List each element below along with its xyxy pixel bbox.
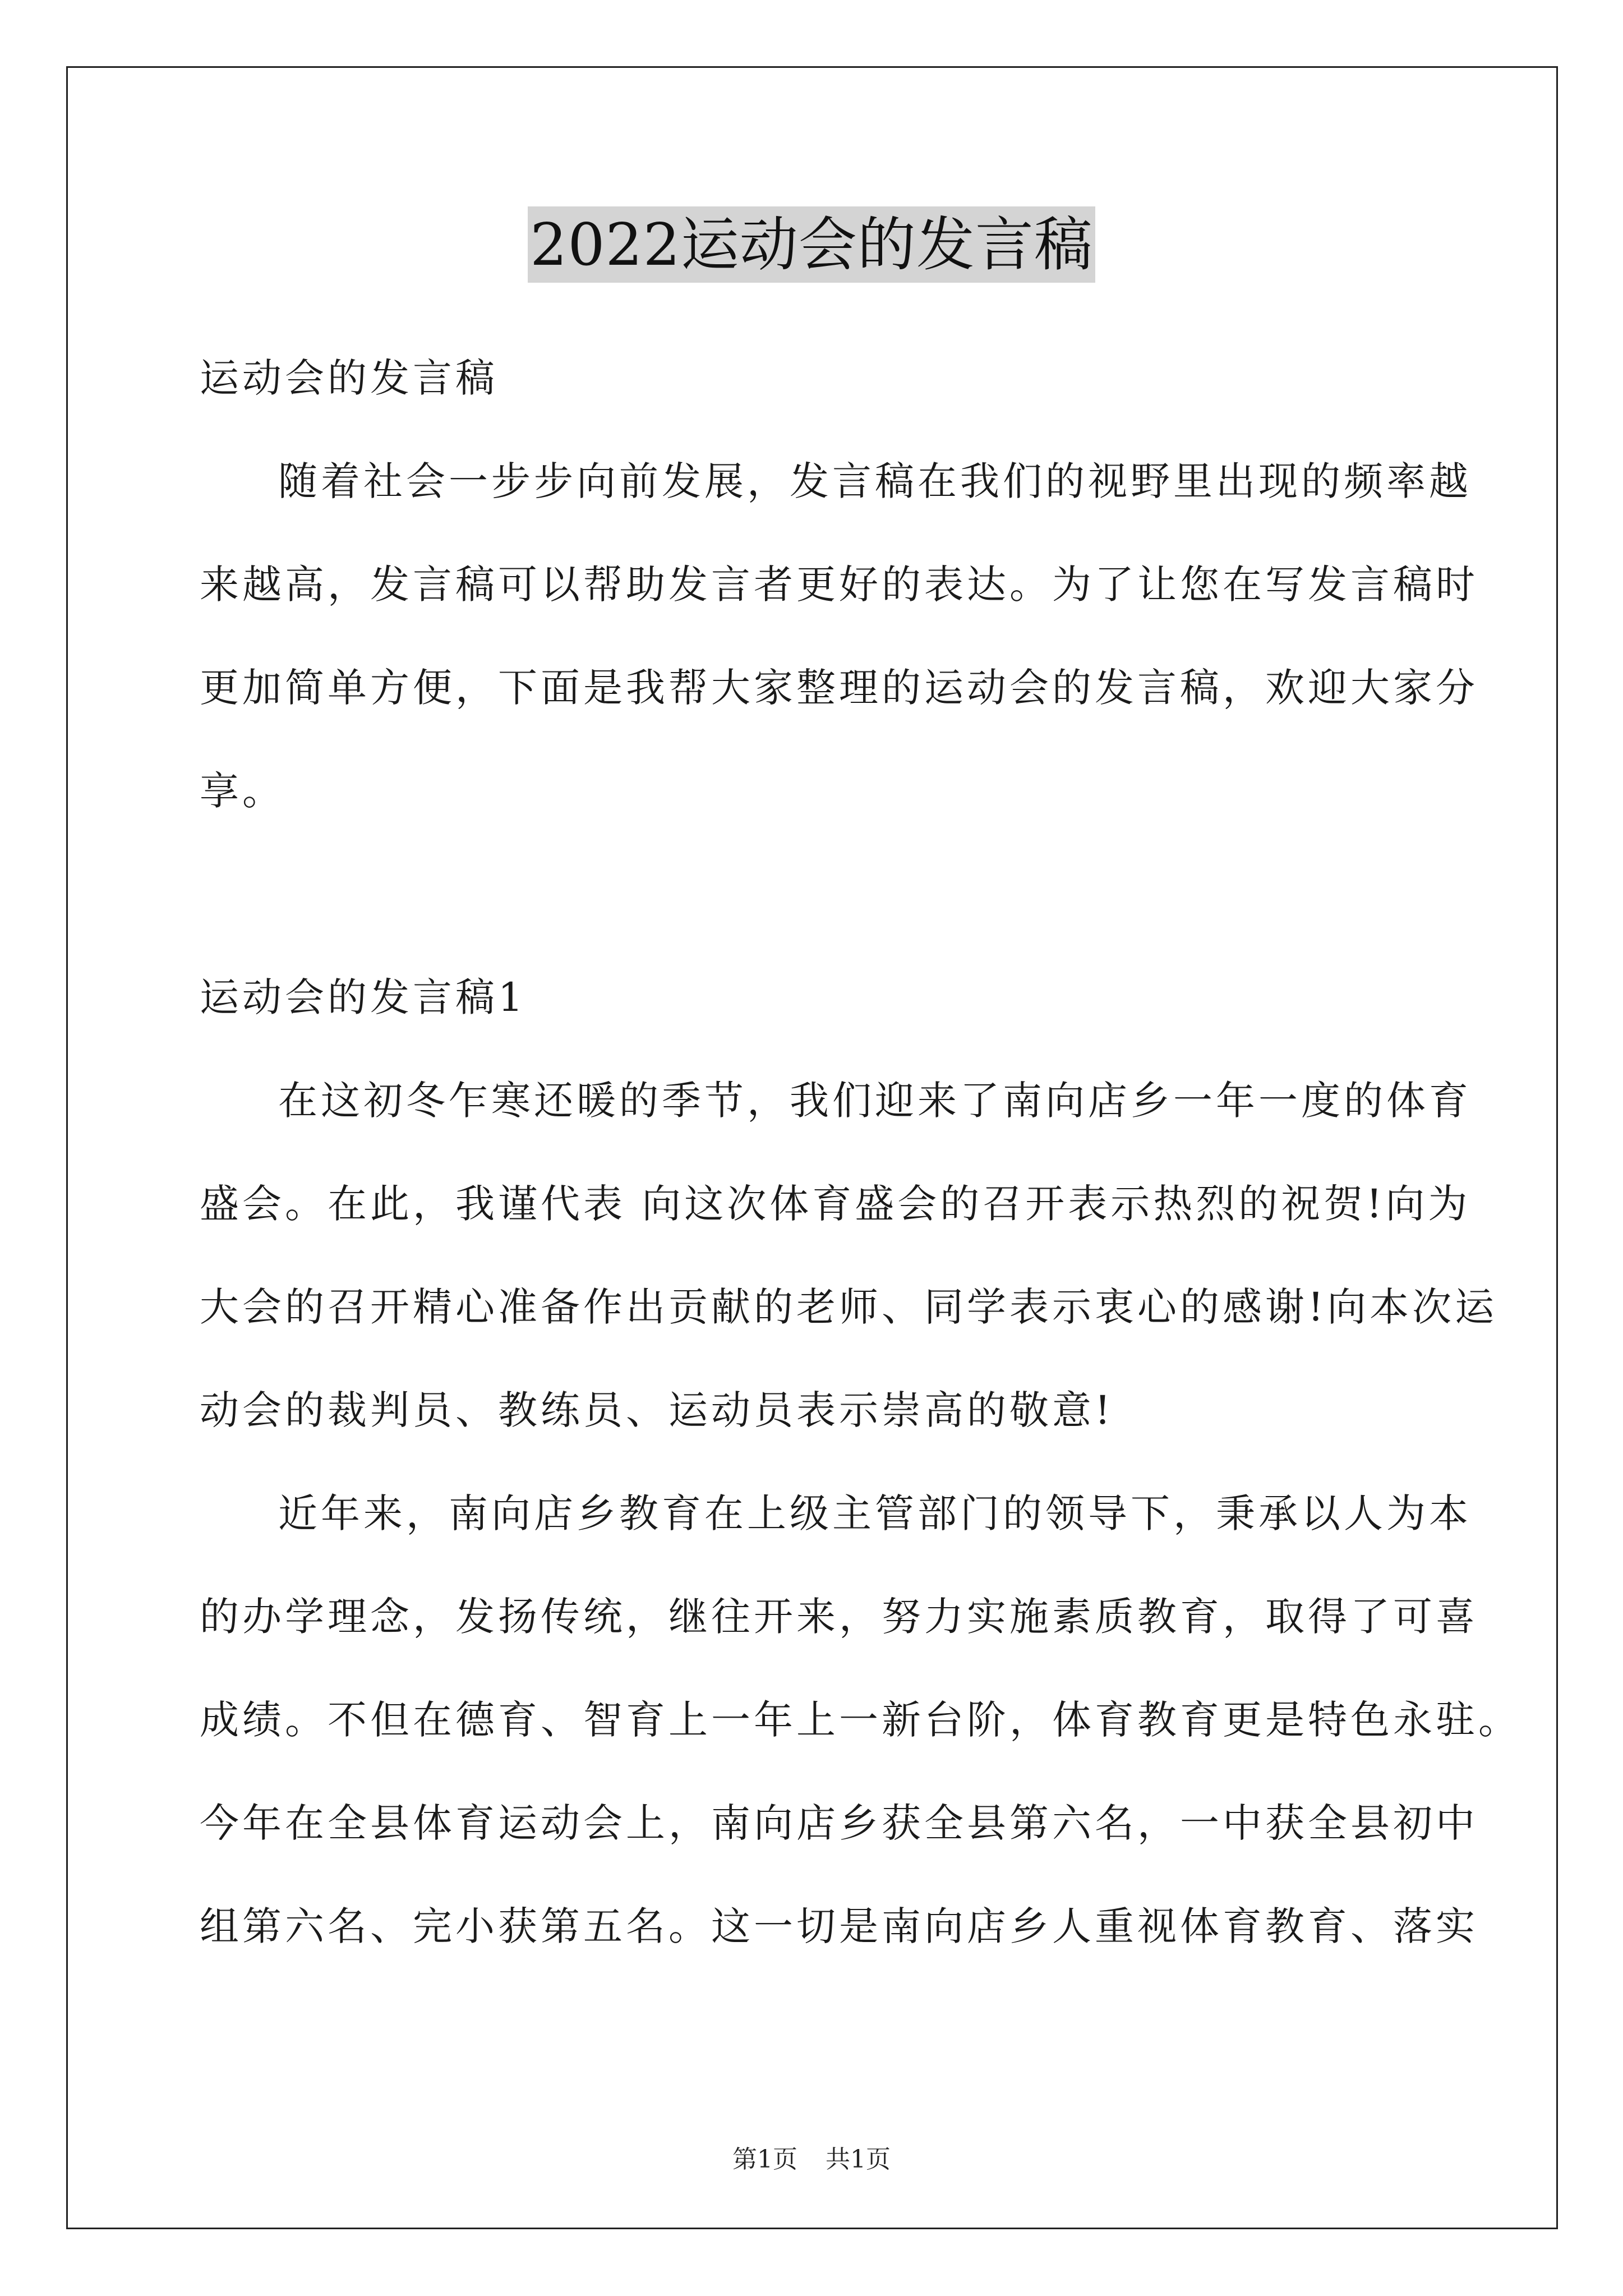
- title-container: [0, 206, 1623, 283]
- para2-line-4: 今年在全县体育运动会上，南向店乡获全县第六名，一中获全县初中: [200, 1800, 1478, 1846]
- para2-line-2: 的办学理念，发扬传统，继往开来，努力实施素质教育，取得了可喜: [200, 1594, 1478, 1640]
- intro-line-2: 来越高，发言稿可以帮助发言者更好的表达。为了让您在写发言稿时: [200, 562, 1478, 608]
- page-number: 第1页: [732, 2145, 797, 2174]
- para1-line-4: 动会的裁判员、教练员、运动员表示崇高的敬意!: [200, 1387, 1114, 1433]
- para2-line-1: 近年来，南向店乡教育在上级主管部门的领导下，秉承以人为本: [278, 1490, 1472, 1536]
- intro-line-4: 享。: [200, 768, 285, 814]
- main-heading: 运动会的发言稿: [200, 355, 498, 401]
- para2-line-5: 组第六名、完小获第五名。这一切是南向店乡人重视体育教育、落实: [200, 1903, 1478, 1949]
- section-gap: [200, 843, 1433, 946]
- section-heading: 运动会的发言稿1: [200, 974, 527, 1020]
- para1-line-3: 大会的召开精心准备作出贡献的老师、同学表示衷心的感谢!向本次运: [200, 1284, 1498, 1330]
- para1-line-2: 盛会。在此，我谨代表 向这次体育盛会的召开表示热烈的祝贺!向为: [200, 1181, 1471, 1227]
- document-title: 2022运动会的发言稿: [528, 206, 1095, 283]
- intro-line-1: 随着社会一步步向前发展，发言稿在我们的视野里出现的频率越: [278, 458, 1472, 504]
- document-body: [200, 326, 1521, 1978]
- para2-line-3: 成绩。不但在德育、智育上一年上一新台阶，体育教育更是特色永驻。: [200, 1697, 1521, 1743]
- page-footer: [0, 2143, 1623, 2177]
- intro-line-3: 更加简单方便，下面是我帮大家整理的运动会的发言稿，欢迎大家分: [200, 665, 1478, 711]
- page-total: 共1页: [826, 2145, 891, 2174]
- para1-line-1: 在这初冬乍寒还暖的季节，我们迎来了南向店乡一年一度的体育: [278, 1078, 1472, 1124]
